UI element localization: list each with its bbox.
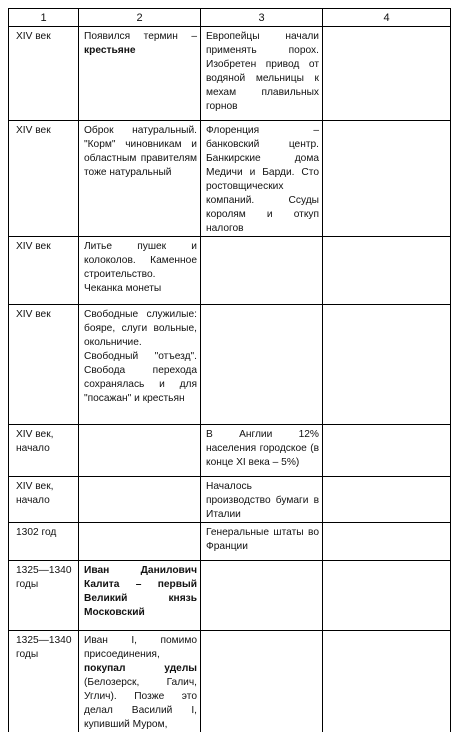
table-row (9, 305, 451, 425)
column-header-3: 3 (201, 9, 323, 27)
event-text-continued: (Белозерск, Галич, Углич). Позже это делал Василий I, купивший Муром, (84, 677, 197, 730)
event-emphasis: покупал уделы (84, 663, 197, 674)
table-row (9, 523, 451, 561)
world-event-text: Европейцы начали применять порох. Изобретен привод от водяной мельницы к мехам плавильных горнов (201, 27, 322, 114)
header-row (9, 9, 451, 27)
world-event-text: Флоренция – банковский центр. Банкирские дома Медичи и Барди. Сто ростовщических компаний. Ссуды королям и откуп налогов (201, 121, 322, 236)
world-cell (201, 561, 323, 631)
date-cell (9, 305, 79, 425)
table-row (9, 631, 451, 732)
event-emphasis: Иван Данилович Калита – первый Великий князь Московский (79, 561, 200, 620)
russia-cell (79, 561, 201, 631)
date-text: XIV век, начало (9, 477, 78, 508)
column-header-4: 4 (323, 9, 451, 27)
event-text (79, 425, 200, 428)
russia-cell (79, 523, 201, 561)
table-row (9, 425, 451, 477)
world-cell (201, 523, 323, 561)
world-event-text: Началось производство бумаги в Италии (201, 477, 322, 522)
russia-cell (79, 305, 201, 425)
world-event-text (201, 237, 322, 240)
document-page (8, 8, 450, 710)
date-text: XIV век (9, 305, 78, 322)
column-header-2: 2 (79, 9, 201, 27)
date-text: XIV век, начало (9, 425, 78, 456)
notes-cell (323, 121, 451, 237)
notes-cell (323, 305, 451, 425)
world-event-text: Генеральные штаты во Франции (201, 523, 322, 554)
date-text: 1325—1340 годы (9, 631, 78, 662)
date-cell (9, 237, 79, 305)
notes-cell (323, 237, 451, 305)
notes-cell (323, 425, 451, 477)
world-event-text (201, 561, 322, 564)
chronology-table (8, 8, 451, 732)
world-cell (201, 477, 323, 523)
world-event-text (201, 305, 322, 308)
table-row (9, 477, 451, 523)
date-text: XIV век (9, 27, 78, 44)
date-cell (9, 631, 79, 732)
russia-cell (79, 477, 201, 523)
notes-cell (323, 27, 451, 121)
world-cell (201, 121, 323, 237)
world-event-text: В Англии 12% населения городское (в конце XI века – 5%) (201, 425, 322, 470)
column-header-1: 1 (9, 9, 79, 27)
world-cell (201, 631, 323, 732)
event-text (79, 477, 200, 480)
world-cell (201, 237, 323, 305)
russia-cell (79, 27, 201, 121)
date-text: 1325—1340 годы (9, 561, 78, 592)
event-text (79, 523, 200, 526)
event-text: Свободные служилые: бояре, слуги вольные, окольничие. Свободный "отъезд". Свобода перехода сохранялась и для "посажан" и крестьян (79, 305, 200, 406)
date-cell (9, 425, 79, 477)
event-text: Литье пушек и колоколов. Каменное строительство. Чеканка монеты (79, 237, 200, 296)
date-text: XIV век (9, 121, 78, 138)
date-cell (9, 27, 79, 121)
russia-cell (79, 121, 201, 237)
world-cell (201, 305, 323, 425)
date-text: 1302 год (9, 523, 78, 540)
notes-cell (323, 631, 451, 732)
russia-cell (79, 631, 201, 732)
event-text: Оброк натуральный. "Корм" чиновникам и областным правителям тоже натуральный (79, 121, 200, 180)
date-cell (9, 523, 79, 561)
event-text: Появился термин – (84, 31, 197, 42)
table-row (9, 237, 451, 305)
date-cell (9, 477, 79, 523)
table-row (9, 121, 451, 237)
table-row (9, 27, 451, 121)
event-text: Иван I, помимо присоединения, (84, 635, 197, 660)
world-cell (201, 27, 323, 121)
event-emphasis: крестьяне (84, 45, 136, 56)
table-row (9, 561, 451, 631)
world-cell (201, 425, 323, 477)
date-cell (9, 561, 79, 631)
russia-cell (79, 237, 201, 305)
date-text: XIV век (9, 237, 78, 254)
notes-cell (323, 477, 451, 523)
notes-cell (323, 523, 451, 561)
world-event-text (201, 631, 322, 634)
notes-cell (323, 561, 451, 631)
date-cell (9, 121, 79, 237)
russia-cell (79, 425, 201, 477)
